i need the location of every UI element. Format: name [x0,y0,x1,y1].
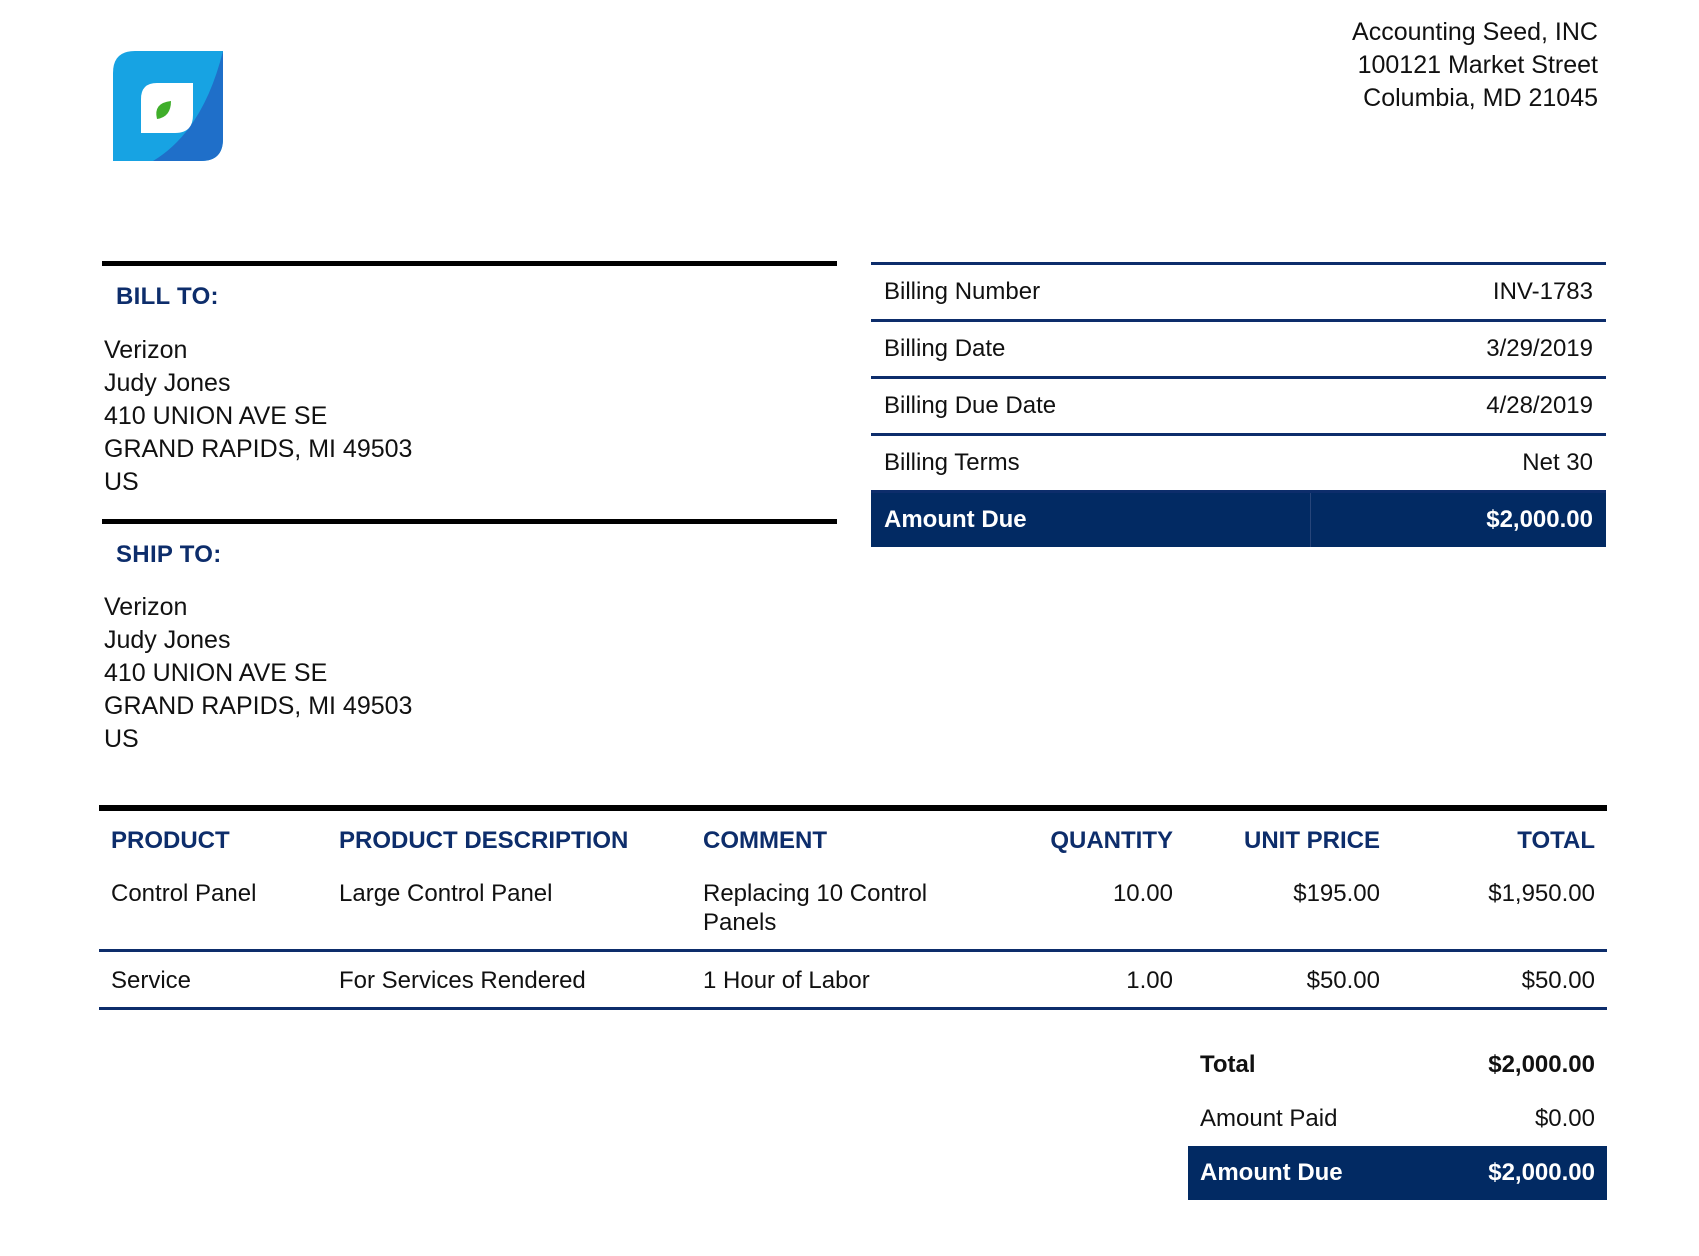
cell-unit-price: $50.00 [1185,951,1392,1009]
company-city: Columbia, MD 21045 [1363,84,1598,112]
billing-row [871,435,1606,492]
cell-description: Large Control Panel [327,865,691,951]
accounting-seed-logo-icon [113,51,223,161]
column-header-total: TOTAL [1392,808,1607,865]
billing-value: Net 30 [1310,435,1606,492]
cell-comment: Replacing 10 Control Panels [691,865,973,951]
totals-amount-due-value: $2,000.00 [1423,1146,1607,1200]
column-header-description: PRODUCT DESCRIPTION [327,808,691,865]
billing-value: 4/28/2019 [1310,378,1606,435]
cell-quantity: 1.00 [973,951,1185,1009]
cell-total: $50.00 [1392,951,1607,1009]
amount-paid-value: $0.00 [1534,1105,1595,1132]
bill-to-address [104,334,412,499]
company-street: 100121 Market Street [1357,51,1598,79]
cell-total: $1,950.00 [1392,865,1607,951]
billing-row [871,264,1606,321]
total-value: $2,000.00 [1488,1051,1595,1078]
bill-to-title: BILL TO: [116,283,219,310]
amount-paid-row [1188,1092,1607,1146]
cell-unit-price: $195.00 [1185,865,1392,951]
line-items-header [99,808,1607,865]
cell-comment: 1 Hour of Labor [691,951,973,1009]
cell-product: Service [99,951,327,1009]
ship-to-line: Verizon [104,593,188,621]
cell-quantity: 10.00 [973,865,1185,951]
bill-to-line: GRAND RAPIDS, MI 49503 [104,435,413,463]
company-name: Accounting Seed, INC [1352,18,1598,46]
ship-to-title: SHIP TO: [116,541,222,568]
billing-info-table [871,262,1606,547]
ship-to-line: Judy Jones [104,626,231,654]
billing-label: Billing Number [871,264,1310,321]
total-row [1188,1038,1607,1092]
bill-to-divider [102,261,837,266]
cell-product: Control Panel [99,865,327,951]
cell-description: For Services Rendered [327,951,691,1009]
billing-label: Billing Date [871,321,1310,378]
column-header-quantity: QUANTITY [973,808,1185,865]
billing-label: Billing Due Date [871,378,1310,435]
billing-label: Billing Terms [871,435,1310,492]
amount-due-row [871,492,1606,548]
ship-to-line: US [104,725,139,753]
amount-due-label: Amount Due [871,492,1310,548]
company-logo [113,51,223,161]
billing-value: INV-1783 [1310,264,1606,321]
bill-to-line: Judy Jones [104,369,231,397]
table-row [99,951,1607,1009]
amount-due-value: $2,000.00 [1310,492,1606,548]
column-header-unit-price: UNIT PRICE [1185,808,1392,865]
totals-table [1188,1038,1607,1200]
column-header-comment: COMMENT [691,808,973,865]
bill-to-line: Verizon [104,336,188,364]
billing-value: 3/29/2019 [1310,321,1606,378]
bill-to-line: US [104,468,139,496]
ship-to-line: 410 UNION AVE SE [104,659,328,687]
totals-amount-due-label: Amount Due [1188,1146,1423,1200]
totals-amount-due-row [1188,1146,1607,1200]
amount-paid-label: Amount Paid [1200,1105,1338,1132]
ship-to-address [104,591,412,756]
ship-to-divider [102,519,837,524]
total-label: Total [1200,1051,1256,1078]
line-items-table [99,805,1607,1010]
column-header-product: PRODUCT [99,808,327,865]
table-row [99,865,1607,951]
billing-row [871,321,1606,378]
company-address [1352,16,1598,115]
ship-to-line: GRAND RAPIDS, MI 49503 [104,692,413,720]
billing-row [871,378,1606,435]
bill-to-line: 410 UNION AVE SE [104,402,328,430]
